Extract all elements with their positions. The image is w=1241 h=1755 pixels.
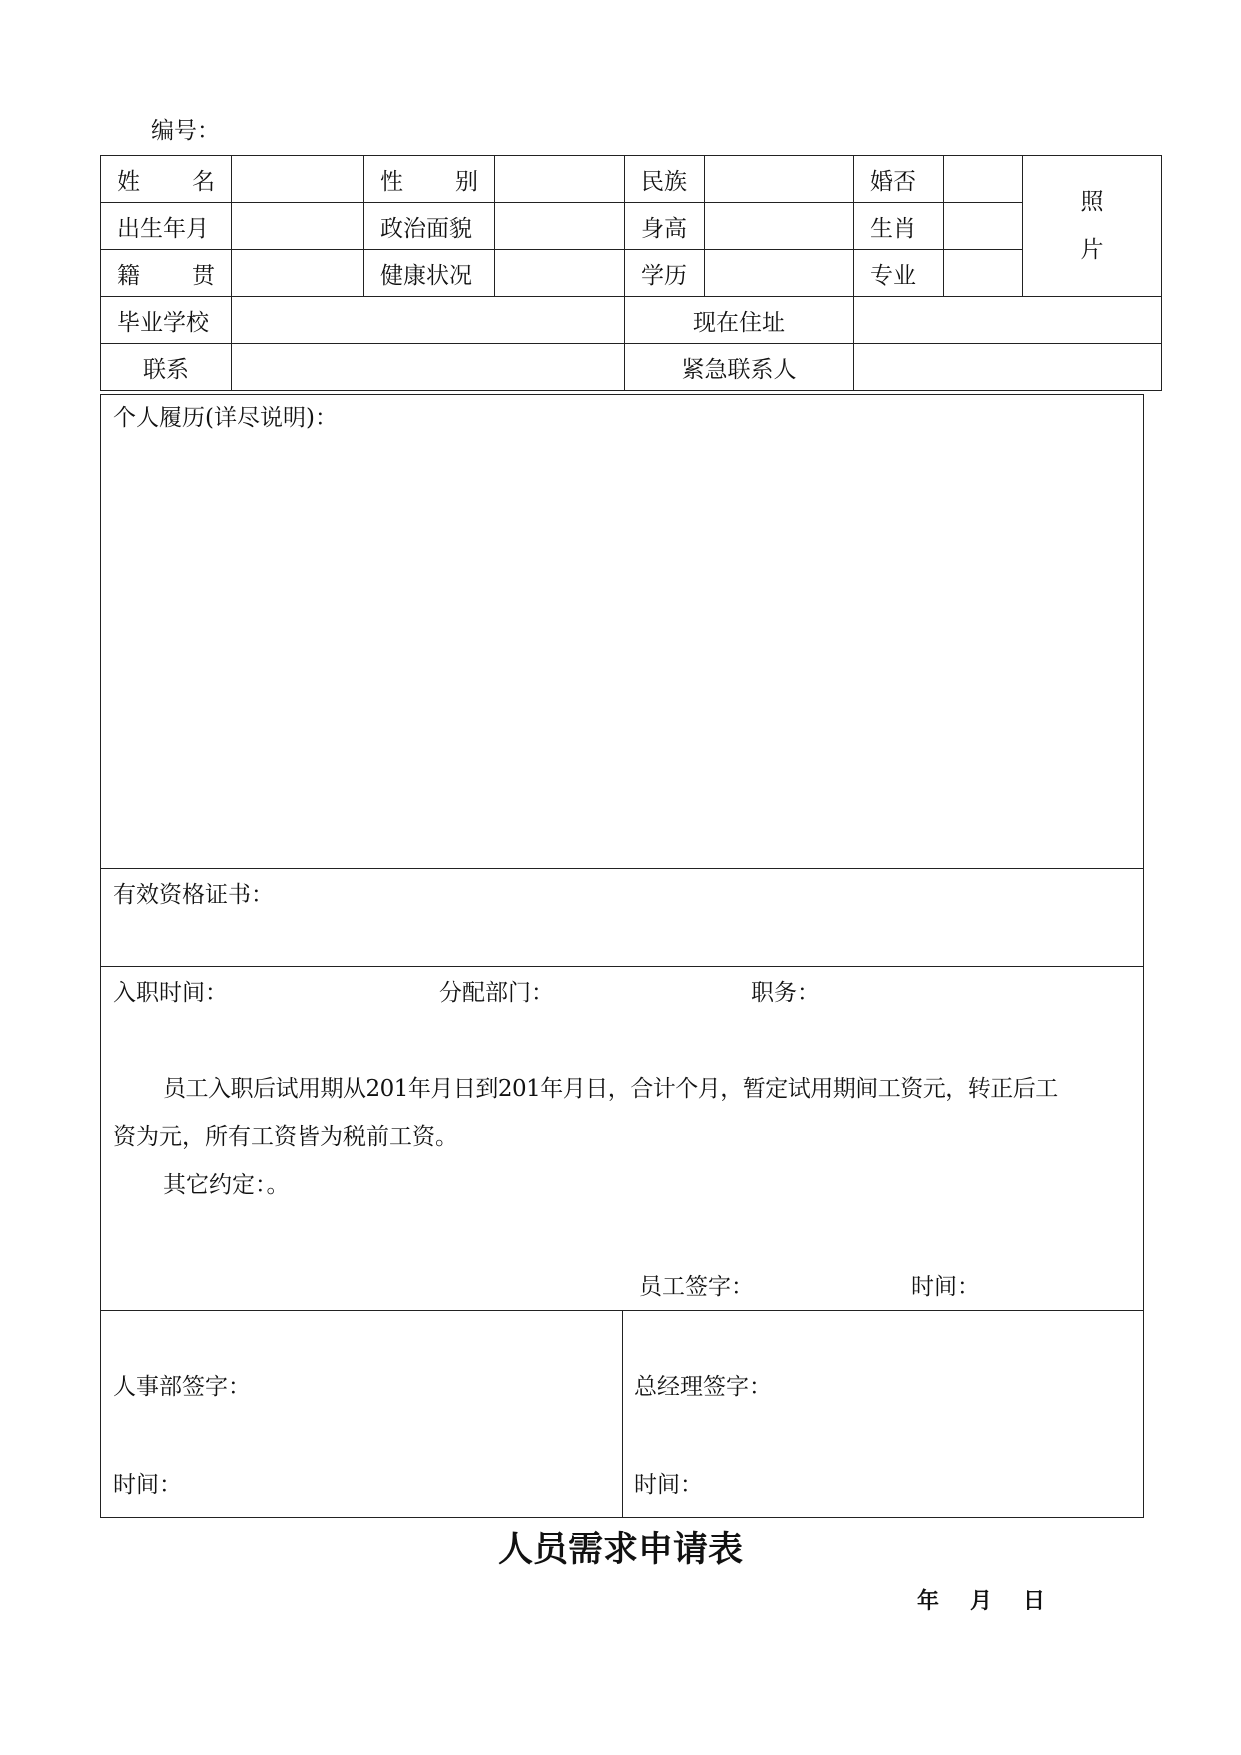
political-field[interactable] [495,203,625,250]
native-field[interactable] [232,250,364,297]
zodiac-label: 生肖 [854,203,944,250]
employee-sign-time-label: 时间： [911,1274,980,1300]
major-field[interactable] [944,250,1023,297]
ethnicity-label: 民族 [625,156,705,203]
education-field[interactable] [705,250,854,297]
health-label: 健康状况 [364,250,495,297]
gender-label: 性 别 [364,156,495,203]
ethnicity-field[interactable] [705,156,854,203]
address-field[interactable] [854,297,1162,344]
hr-sign-label: 人事部签字： [113,1374,251,1400]
resume-section[interactable] [100,394,1144,869]
join-time-label: 入职时间： [113,980,228,1006]
contact-field[interactable] [232,344,625,391]
zodiac-field[interactable] [944,203,1023,250]
certificates-label: 有效资格证书： [113,882,274,908]
height-field[interactable] [705,203,854,250]
height-label: 身高 [625,203,705,250]
photo-label-2: 片 [1080,237,1104,263]
name-label: 姓 名 [101,156,232,203]
marital-label: 婚否 [854,156,944,203]
political-label: 政治面貌 [364,203,495,250]
certificates-section[interactable] [100,868,1144,967]
entry-section [100,966,1144,1311]
marital-field[interactable] [944,156,1023,203]
emergency-label: 紧急联系人 [625,344,854,391]
emergency-field[interactable] [854,344,1162,391]
school-field[interactable] [232,297,625,344]
probation-terms-line1: 员工入职后试用期从201年月日到201年月日，合计个月，暂定试用期间工资元，转正后工 [163,1076,1058,1102]
photo-box[interactable] [1023,156,1162,297]
form-number-label: 编号： [151,118,220,144]
personal-info-grid [100,155,1162,391]
birth-field[interactable] [232,203,364,250]
employee-sign-label: 员工签字： [639,1274,754,1300]
form-title: 人员需求申请表 [497,1529,743,1570]
address-label: 现在住址 [625,297,854,344]
approval-divider [622,1310,623,1517]
probation-terms-line2: 资为元，所有工资皆为税前工资。 [113,1124,458,1150]
name-field[interactable] [232,156,364,203]
gender-field[interactable] [495,156,625,203]
position-label: 职务： [751,980,820,1006]
date-year-label: 年 [917,1588,940,1614]
contact-label: 联系 [101,344,232,391]
major-label: 专业 [854,250,944,297]
hr-time-label: 时间： [113,1472,182,1498]
school-label: 毕业学校 [101,297,232,344]
other-terms: 其它约定：。 [163,1172,290,1198]
approval-section [100,1310,1144,1518]
date-day-label: 日 [1023,1588,1046,1614]
gm-time-label: 时间： [634,1472,703,1498]
date-month-label: 月 [970,1588,993,1614]
photo-label-1: 照 [1080,189,1104,215]
education-label: 学历 [625,250,705,297]
native-label: 籍 贯 [101,250,232,297]
birth-label: 出生年月 [101,203,232,250]
gm-sign-label: 总经理签字： [634,1374,772,1400]
resume-label: 个人履历(详尽说明)： [113,405,338,431]
health-field[interactable] [495,250,625,297]
department-label: 分配部门： [439,980,554,1006]
